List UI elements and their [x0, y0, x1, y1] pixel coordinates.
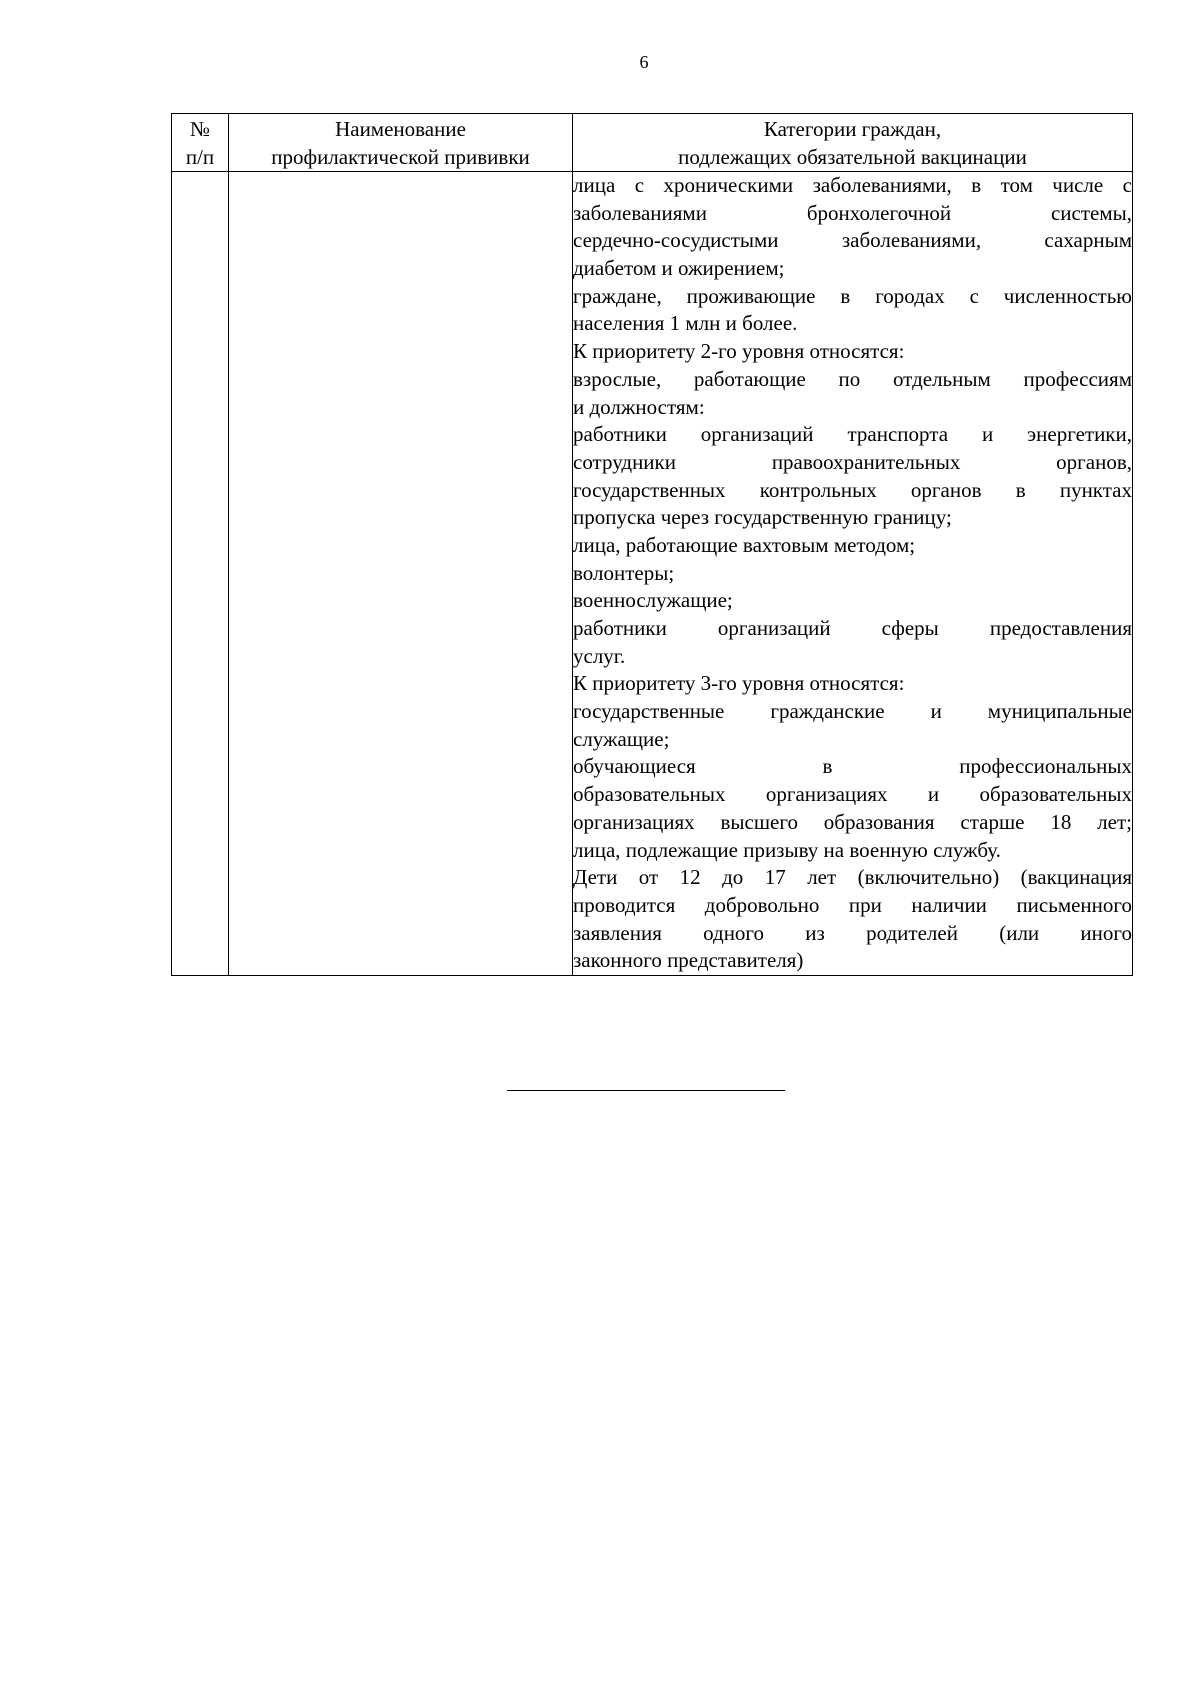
- category-text-line: проводится добровольно при наличии письменного: [573, 892, 1132, 917]
- category-text-line: лица, работающие вахтовым методом;: [573, 532, 916, 557]
- header-name-line-1: Наименование: [335, 117, 466, 141]
- cell-vaccination-name: [229, 172, 573, 976]
- category-text-line: граждане, проживающие в городах с численностью: [573, 283, 1132, 308]
- header-num: [172, 114, 229, 172]
- category-text-line: К приоритету 3-го уровня относятся:: [573, 671, 905, 696]
- category-text-line: лица с хроническими заболеваниями, в том числе с: [573, 173, 1132, 197]
- category-text-line: диабетом и ожирением;: [573, 256, 785, 281]
- page-number: 6: [639, 52, 649, 72]
- category-text-line: образовательных организациях и образовательных: [573, 782, 1132, 807]
- header-num-line-2: п/п: [185, 145, 215, 169]
- category-text-line: К приоритету 2-го уровня относятся:: [573, 339, 905, 364]
- header-categories-line-2: подлежащих обязательной вакцинации: [678, 145, 1027, 169]
- category-text-line: услуг.: [573, 643, 626, 668]
- category-text-line: сотрудники правоохранительных органов,: [573, 449, 1132, 474]
- end-separator-line: [507, 1090, 785, 1091]
- category-text-line: организациях высшего образования старше 18 лет;: [573, 809, 1132, 834]
- header-num-line-1: №: [189, 117, 211, 141]
- category-text-line: Дети от 12 до 17 лет (включительно) (вакцинация: [573, 865, 1132, 890]
- category-text-line: обучающиеся в профессиональных: [573, 754, 1132, 779]
- category-text-line: лица, подлежащие призыву на военную службу.: [573, 837, 1001, 862]
- header-citizen-categories: [573, 114, 1133, 172]
- category-text-line: заболеваниями бронхолегочной системы,: [573, 200, 1132, 225]
- category-text-line: военнослужащие;: [573, 588, 733, 613]
- cell-num: [172, 172, 229, 976]
- header-vaccination-name: [229, 114, 573, 172]
- category-text-line: и должностям:: [573, 394, 705, 419]
- category-text-line: заявления одного из родителей (или иного: [573, 920, 1132, 945]
- category-text-line: работники организаций транспорта и энергетики,: [573, 422, 1132, 447]
- category-text-line: волонтеры;: [573, 560, 675, 585]
- category-text-line: государственных контрольных органов в пунктах: [573, 477, 1132, 502]
- category-text-line: работники организаций сферы предоставления: [573, 616, 1132, 640]
- category-text-line: взрослые, работающие по отдельным профессиям: [573, 366, 1132, 391]
- cell-citizen-categories: [573, 172, 1133, 976]
- header-name-line-2: профилактической прививки: [271, 145, 530, 169]
- table-header-row: [172, 114, 1133, 172]
- vaccination-categories-table: [171, 113, 1133, 976]
- category-text-line: государственные гражданские и муниципальные: [573, 699, 1132, 724]
- category-text-line: пропуска через государственную границу;: [573, 505, 952, 530]
- category-text-line: населения 1 млн и более.: [573, 311, 798, 336]
- header-categories-line-1: Категории граждан,: [763, 117, 942, 141]
- table-row: [172, 172, 1133, 976]
- category-text-line: служащие;: [573, 726, 670, 751]
- category-text-line: сердечно-сосудистыми заболеваниями, сахарным: [573, 228, 1132, 253]
- category-text-line: законного представителя): [573, 948, 804, 973]
